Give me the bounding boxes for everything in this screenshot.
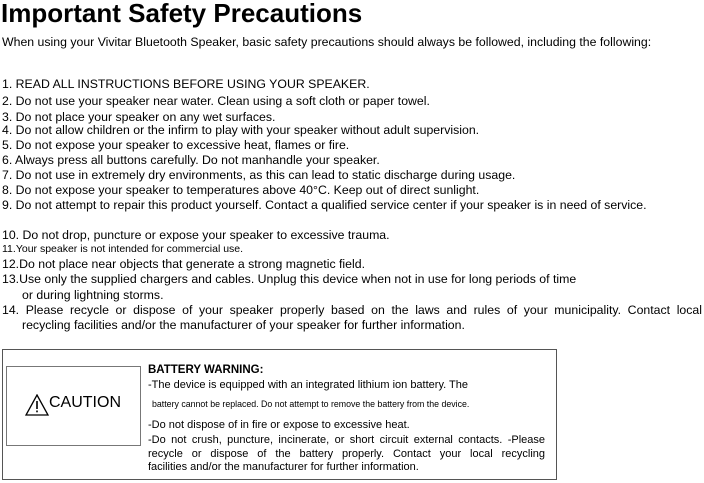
battery-warning-line: recycle or dispose of the battery properly. Contact your local recycling: [148, 448, 545, 460]
precaution-item: 12.Do not place near objects that generate a strong magnetic field.: [2, 257, 365, 271]
precaution-item: 4. Do not allow children or the infirm to play with your speaker without adult supervision.: [2, 123, 480, 137]
battery-warning-line: -Do not dispose of in fire or expose to excessive heat.: [148, 419, 410, 431]
precaution-item: 1. READ ALL INSTRUCTIONS BEFORE USING YOUR SPEAKER.: [2, 77, 370, 91]
precaution-item: 2. Do not use your speaker near water. Clean using a soft cloth or paper towel.: [2, 94, 430, 108]
precaution-item: 11.Your speaker is not intended for commercial use.: [2, 243, 244, 255]
precaution-item: 3. Do not place your speaker on any wet surfaces.: [2, 110, 276, 124]
battery-warning-line: -Do not crush, puncture, incinerate, or short circuit external contacts. -Please: [148, 434, 545, 446]
precaution-item-continued: or during lightning storms.: [22, 288, 164, 302]
caution-label: CAUTION: [49, 394, 121, 411]
battery-warning-title: BATTERY WARNING:: [148, 364, 264, 376]
battery-warning-line: facilities and/or the manufacturer for further information.: [148, 461, 419, 473]
intro-text: When using your Vivitar Bluetooth Speaker, basic safety precautions should always be followed, including the following:: [2, 35, 652, 49]
precaution-item: 13.Use only the supplied chargers and cables. Unplug this device when not in use for long periods of time: [2, 272, 577, 286]
precaution-item: 10. Do not drop, puncture or expose your speaker to excessive trauma.: [2, 228, 390, 242]
precaution-item: 14. Please recycle or dispose of your speaker properly based on the laws and rules of your municipality. Contact local: [2, 303, 702, 317]
battery-warning-line: battery cannot be replaced. Do not attempt to remove the battery from the device.: [152, 399, 470, 409]
precaution-item: 7. Do not use in extremely dry environments, as this can lead to static discharge during usage.: [2, 168, 516, 182]
caution-box: [6, 366, 141, 446]
precaution-item: 8. Do not expose your speaker to temperatures above 40°C. Keep out of direct sunlight.: [2, 183, 480, 197]
precaution-item: 5. Do not expose your speaker to excessive heat, flames or fire.: [2, 138, 350, 152]
battery-warning-line: -The device is equipped with an integrated lithium ion battery. The: [148, 379, 468, 391]
warning-triangle-icon: [25, 394, 49, 416]
precaution-item: 9. Do not attempt to repair this product yourself. Contact a qualified service center if your speaker is in need of service.: [2, 198, 647, 212]
precaution-item: 6. Always press all buttons carefully. Do not manhandle your speaker.: [2, 153, 380, 167]
precaution-item-continued: recycling facilities and/or the manufacturer of your speaker for further information.: [22, 318, 465, 332]
page-title: Important Safety Precautions: [1, 0, 363, 28]
